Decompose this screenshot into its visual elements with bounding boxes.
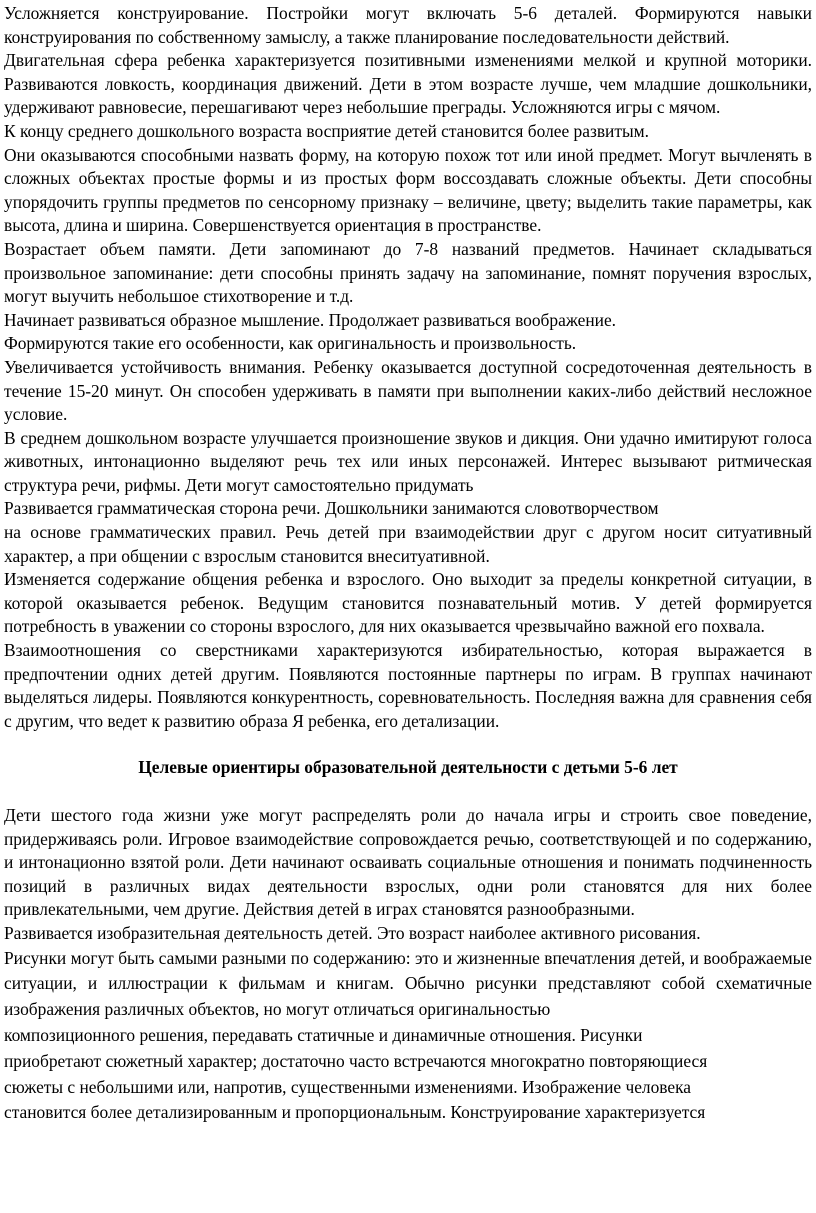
paragraph-thinking: Начинает развиваться образное мышление. Продолжает развиваться воображение. bbox=[4, 309, 617, 330]
paragraph-grammar: Развивается грамматическая сторона речи. Дошкольники занимаются словотворчеством bbox=[4, 498, 659, 519]
paragraph-perception: Они оказываются способными назвать форму, на которую похож тот или иной предмет. Могут вычленять в сложных объектах простые формы и из простых форм воссоздавать сложные объекты. Дети способны упорядочить группы предметов по сенсорному признаку – величине, цвету; выделить такие параметры, как высота, длина и ширина. Совершенствуется ориентация в пространстве. bbox=[4, 144, 812, 236]
paragraph-memory: Возрастает объем памяти. Дети запоминают до 7-8 названий предметов. Начинает складываться произвольное запоминание: дети способны принять задачу на запоминание, помнят поручения взрослых, могут выучить небольшое стихотворение и т.д. bbox=[4, 238, 812, 307]
text-line: становится более детализированным и пропорциональным. Конструирование характеризуется bbox=[4, 1102, 706, 1123]
paragraph-motor-skills: Двигательная сфера ребенка характеризуется позитивными изменениями мелкой и крупной моторики. Развиваются ловкость, координация движений. Дети в этом возрасте лучше, чем младшие дошкольники, удерживают равновесие, перешагивают через небольшие преграды. Усложняются игры с мячом. bbox=[4, 50, 812, 118]
paragraph-roles: Дети шестого года жизни уже могут распределять роли до начала игры и строить свое поведение, придерживаясь роли. Игровое взаимодействие сопровождается речью, соответствующей и по содержанию, и интонационно взятой роли. Дети начинают осваивать социальные отношения и понимать подчиненность позиций в различных видах деятельности взрослых, одни роли становятся для них более привлекательными, чем другие. Действия детей в играх становятся разнообразными. bbox=[4, 805, 812, 920]
text-line: композиционного решения, передавать статичные и динамичные отношения. Рисунки bbox=[4, 1024, 643, 1045]
paragraph-imagination: Формируются такие его особенности, как оригинальность и произвольность. bbox=[4, 333, 577, 354]
paragraph-construction: Усложняется конструирование. Постройки могут включать 5-6 деталей. Формируются навыки конструирования по собственному замыслу, а также планирование последовательности действий. bbox=[4, 3, 812, 47]
paragraph-attention: Увеличивается устойчивость внимания. Ребенку оказывается доступной сосредоточенная деятельность в течение 15-20 минут. Он способен удерживать в памяти при выполнении каких-либо действий несложное условие. bbox=[4, 356, 812, 425]
text-line: приобретают сюжетный характер; достаточно часто встречаются многократно повторяющиеся bbox=[4, 1050, 708, 1071]
paragraph-peers: Взаимоотношения со сверстниками характеризуются избирательностью, которая выражается в предпочтении одних детей другим. Появляются постоянные партнеры по играм. В группах начинают выделяться лидеры. Появляются конкурентность, соревновательность. Последняя важна для сравнения себя с другим, что ведет к развитию образа Я ребенка, его детализации. bbox=[4, 640, 812, 731]
paragraph-drawing: Развивается изобразительная деятельность детей. Это возраст наиболее активного рисования. bbox=[4, 922, 701, 943]
section-age-5-6 bbox=[4, 804, 812, 946]
paragraph-speech: В среднем дошкольном возрасте улучшается произношение звуков и дикция. Они удачно имитируют голоса животных, интонационно выделяют речь тех или иных персонажей. Интерес вызывают ритмическая структура речи, рифмы. Дети могут самостоятельно придумать bbox=[4, 427, 812, 495]
section-age-4-5 bbox=[4, 2, 812, 733]
section-heading: Целевые ориентиры образовательной деятельности с детьми 5-6 лет bbox=[138, 757, 678, 778]
paragraph-communication: Изменяется содержание общения ребенка и взрослого. Оно выходит за пределы конкретной ситуации, в которой оказывается ребенок. Ведущим становится познавательный мотив. У детей формируется потребность в уважении со стороны взрослого, для них оказывается чрезвычайно важной его похвала. bbox=[4, 569, 812, 637]
section-drawing-details bbox=[4, 946, 812, 1127]
paragraph-grammar-rules: на основе грамматических правил. Речь детей при взаимодействии друг с другом носит ситуативный характер, а при общении с взрослым становится внеситуативной. bbox=[4, 522, 812, 566]
paragraph-perception-intro: К концу среднего дошкольного возраста восприятие детей становится более развитым. bbox=[4, 120, 649, 141]
paragraph-drawings-content: Рисунки могут быть самыми разными по содержанию: это и жизненные впечатления детей, и воображаемые ситуации, и иллюстрации к фильмам и книгам. Обычно рисунки представляют собой схематичные изображения различных объектов, но могут отличаться оригинальностью bbox=[4, 947, 812, 1020]
text-line: сюжеты с небольшими или, напротив, существенными изменениями. Изображение человека bbox=[4, 1076, 692, 1097]
